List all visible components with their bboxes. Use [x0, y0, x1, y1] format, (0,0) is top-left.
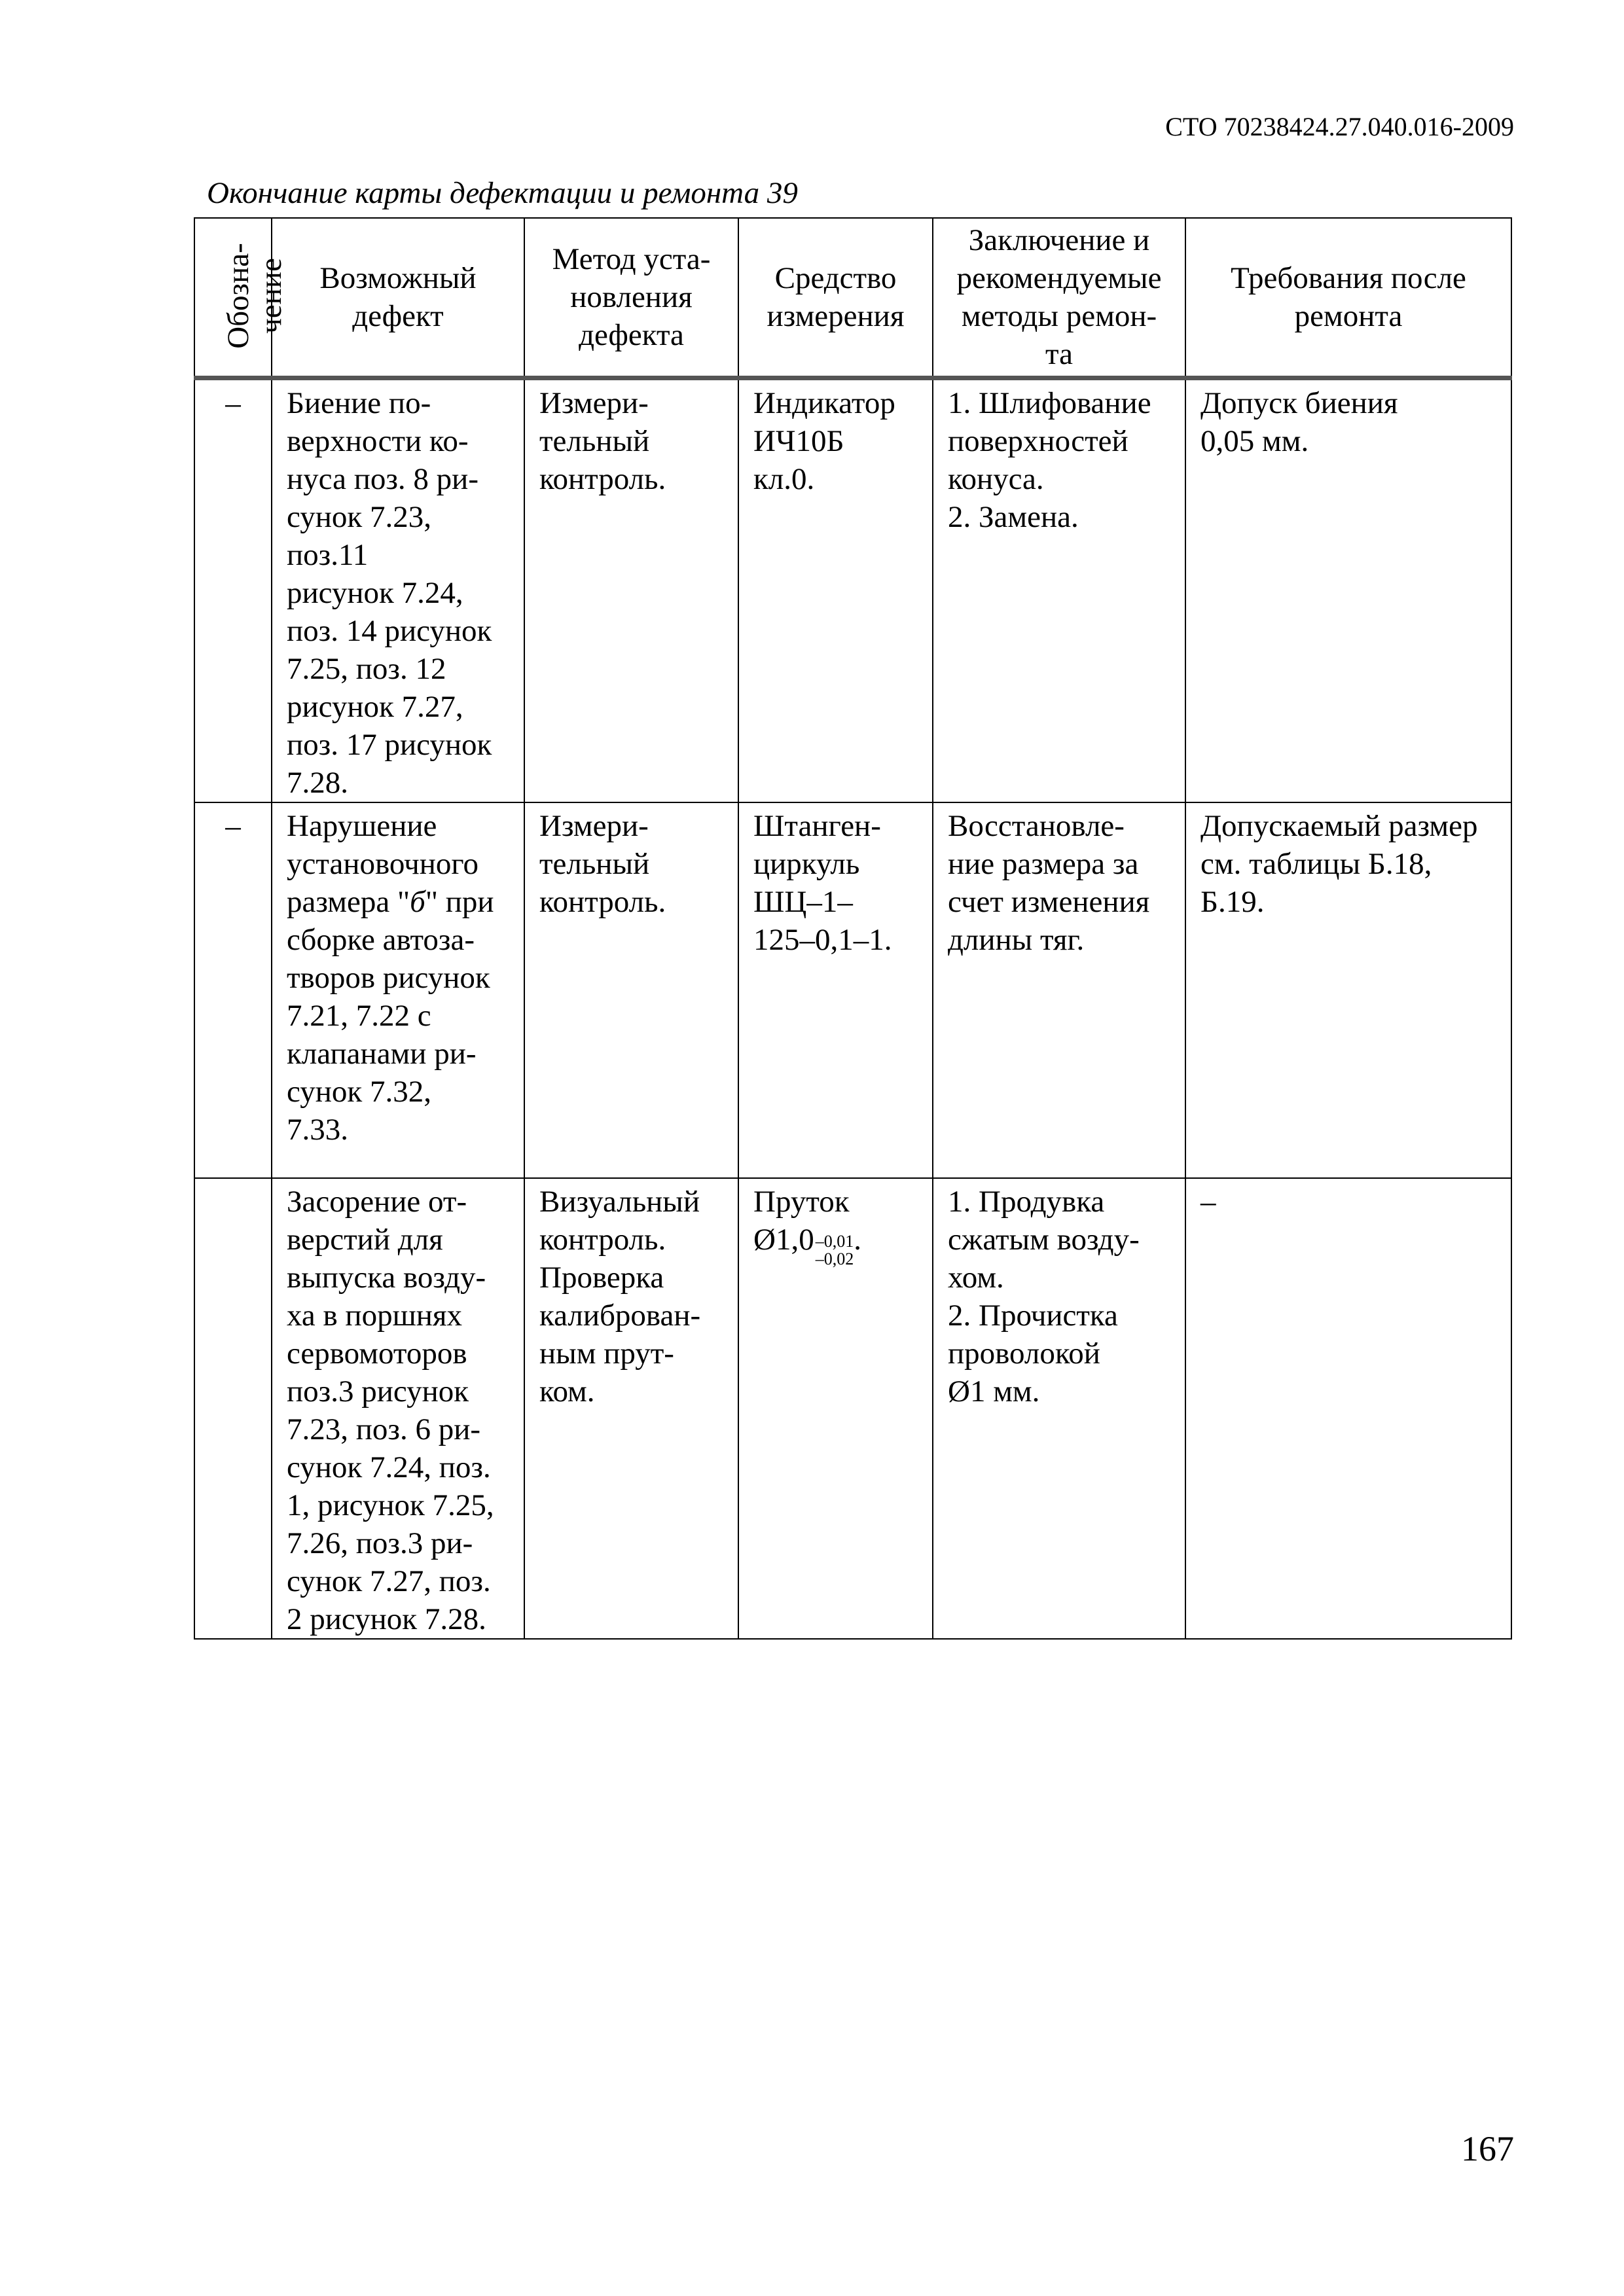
cell-tool: Штанген- циркуль ШЦ–1– 125–0,1–1. [738, 802, 933, 1178]
defect-text-after: " при сборке автоза- творов рисунок 7.21, 7.22 с клапанами ри- сунок 7.32, 7.33. [287, 885, 494, 1147]
cell-designation [194, 1178, 272, 1639]
cell-designation: – [194, 802, 272, 1178]
cell-requirements: Допускаемый размер см. таблицы Б.18, Б.19. [1185, 802, 1511, 1178]
table-row [194, 378, 1511, 803]
header-tool: Средство измерения [738, 218, 933, 378]
header-conclusion: Заключение и рекомендуемые методы ремон- та [933, 218, 1185, 378]
cell-conclusion: Восстановле- ние размера за счет изменения длины тяг. [933, 802, 1185, 1178]
cell-requirements: Допуск биения 0,05 мм. [1185, 378, 1511, 803]
defect-dimension-symbol: б [410, 885, 425, 919]
cell-defect: Засорение от- верстий для выпуска возду- ха в поршнях сервомоторов поз.3 рисунок 7.23, поз. 6 ри- сунок 7.24, поз. 1, рисунок 7.25, 7.26, поз.3 ри- сунок 7.27, поз. 2 рисунок 7.28. [272, 1178, 524, 1639]
tool-end: . [854, 1223, 861, 1257]
cell-method: Измери- тельный контроль. [524, 802, 738, 1178]
tool-tolerance [816, 1232, 854, 1268]
cell-conclusion: 1. Шлифование поверхностей конуса. 2. Замена. [933, 378, 1185, 803]
tool-name: Пруток [753, 1185, 850, 1219]
header-requirements: Требования после ремонта [1185, 218, 1511, 378]
tool-base-dimension: Ø1,0 [753, 1223, 814, 1257]
header-designation-label: Обозна- чение [221, 243, 288, 349]
standard-code: СТО 70238424.27.040.016-2009 [1165, 112, 1514, 141]
tool-tolerance-lower: –0,02 [815, 1249, 854, 1268]
cell-tool: Индикатор ИЧ10Б кл.0. [738, 378, 933, 803]
cell-conclusion: 1. Продувка сжатым возду- хом. 2. Прочистка проволокой Ø1 мм. [933, 1178, 1185, 1639]
cell-defect [272, 802, 524, 1178]
header-row [194, 218, 1511, 378]
cell-method: Измери- тельный контроль. [524, 378, 738, 803]
page-number: 167 [1461, 2129, 1514, 2168]
cell-defect: Биение по- верхности ко- нуса поз. 8 ри- сунок 7.23, поз.11 рисунок 7.24, поз. 14 рисунок 7.25, поз. 12 рисунок 7.27, поз. 17 рисунок 7.28. [272, 378, 524, 803]
table-row [194, 802, 1511, 1178]
cell-method: Визуальный контроль. Проверка калиброван- ным прут- ком. [524, 1178, 738, 1639]
tool-dimension [753, 1221, 918, 1268]
header-method: Метод уста- новления дефекта [524, 218, 738, 378]
table-caption: Окончание карты дефектации и ремонта 39 [207, 176, 798, 210]
header-defect: Возможный дефект [272, 218, 524, 378]
cell-designation: – [194, 378, 272, 803]
cell-tool [738, 1178, 933, 1639]
defect-text-before: Нарушение установочного размера " [287, 809, 479, 919]
header-designation [194, 218, 288, 378]
tool-tolerance-upper: –0,01 [815, 1232, 854, 1251]
table-row [194, 1178, 1511, 1639]
defect-repair-table [194, 217, 1512, 1640]
cell-requirements: – [1185, 1178, 1511, 1639]
